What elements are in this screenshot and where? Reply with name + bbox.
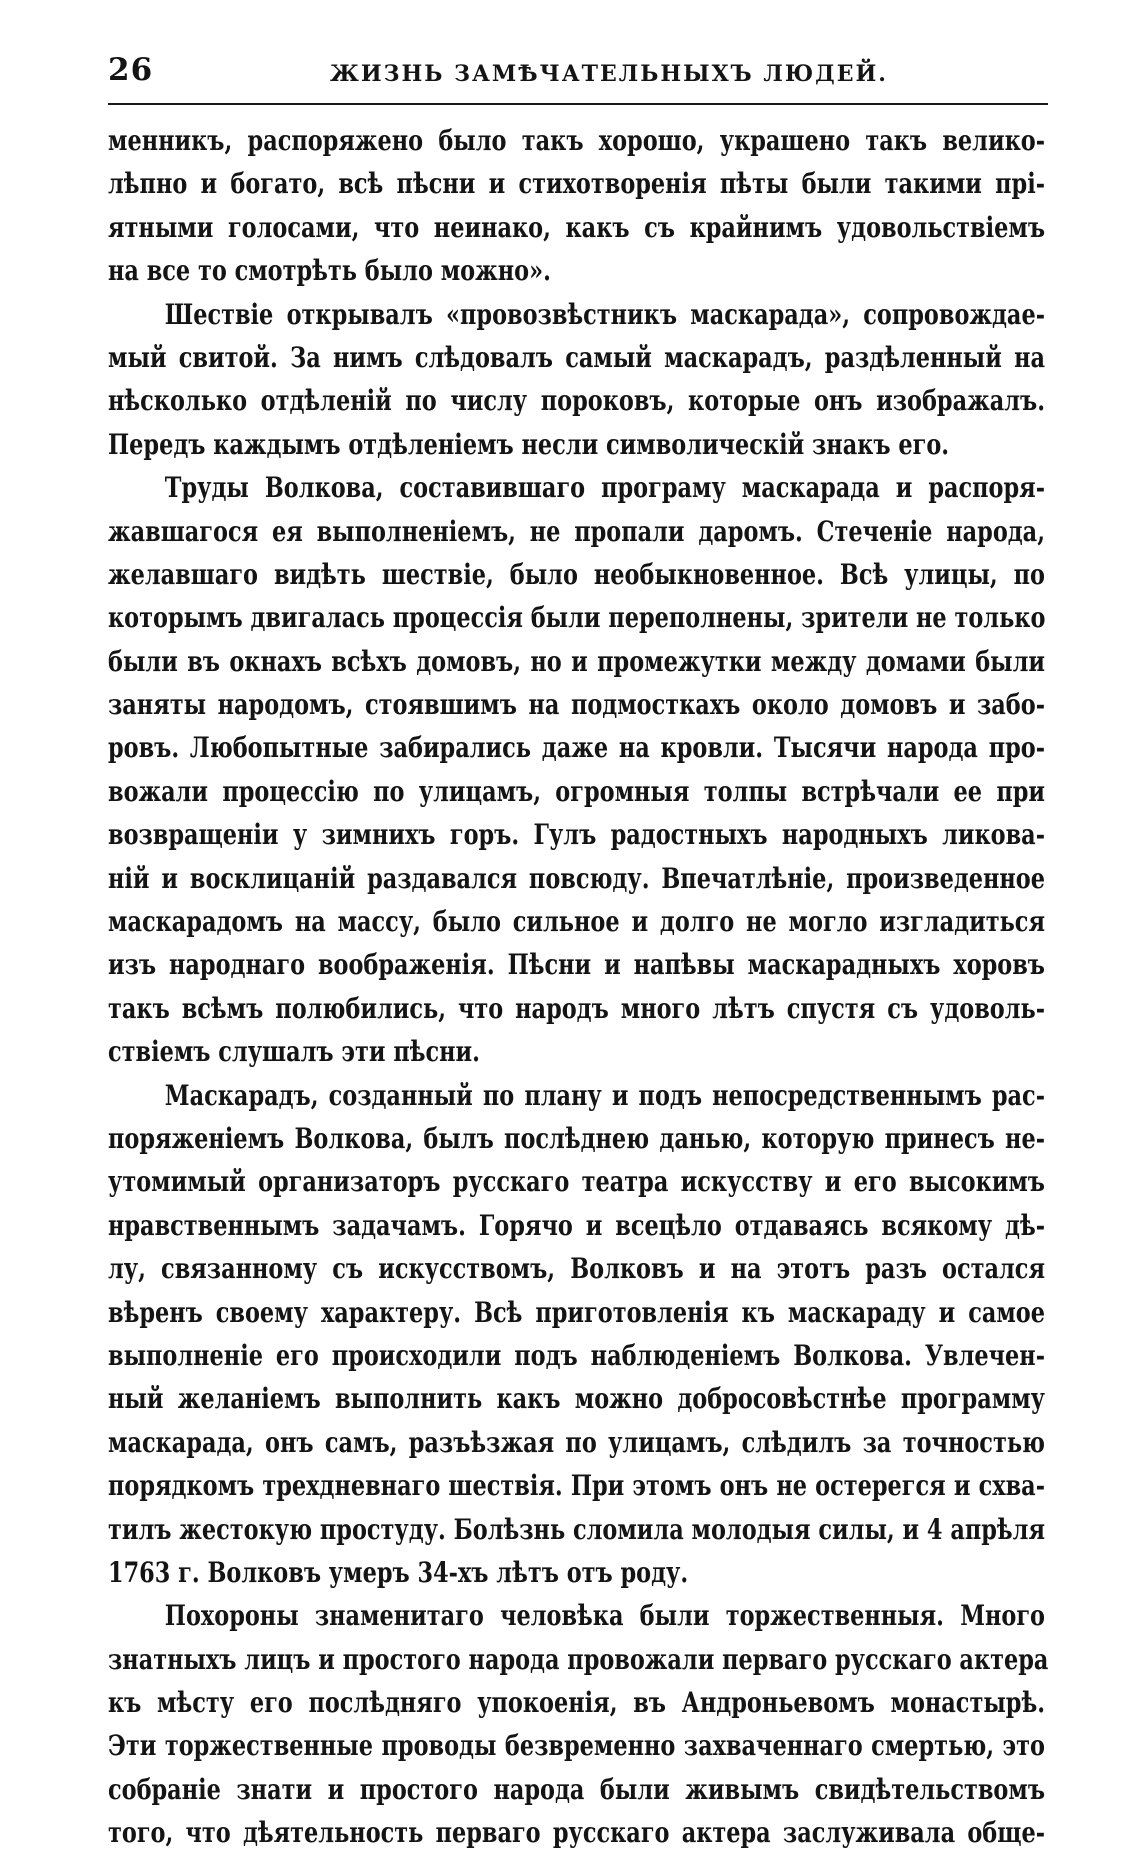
text-line: 1763 г. Волковъ умеръ 34-хъ лѣтъ отъ роду. xyxy=(108,1555,689,1589)
page-header xyxy=(108,52,1048,102)
text-line: собраніе знати и простого народа были живымъ свидѣтельствомъ xyxy=(108,1772,1045,1806)
body-text xyxy=(108,119,1049,1850)
text-line: тилъ жестокую простуду. Болѣзнь сломила молодыя силы, и 4 апрѣля xyxy=(108,1512,1045,1546)
text-line: нѣсколько отдѣленій по числу пороковъ, которые онъ изображалъ. xyxy=(108,384,1045,418)
text-line: Передъ каждымъ отдѣленіемъ несли символическій знакъ его. xyxy=(108,427,950,461)
text-line: поряженіемъ Волкова, былъ послѣднею данью, которую принесъ не- xyxy=(108,1121,1045,1155)
text-line: Похороны знаменитаго человѣка были торжественныя. Много xyxy=(164,1599,1046,1633)
text-line: ный желаніемъ выполнить какъ можно добросовѣстнѣе программу xyxy=(108,1382,1045,1416)
text-line: были въ окнахъ всѣхъ домовъ, но и промежутки между домами были xyxy=(108,644,1045,678)
text-line: лу, связанному съ искусствомъ, Волковъ и на этотъ разъ остался xyxy=(108,1252,1045,1286)
text-line: ровъ. Любопытные забирались даже на кровли. Тысячи народа про- xyxy=(108,731,1045,765)
text-line: Шествіе открывалъ «провозвѣстникъ маскарада», сопровождае- xyxy=(164,297,1046,331)
page-number: 26 xyxy=(108,52,154,88)
text-line: Эти торжественные проводы безвременно захваченнаго смертью, это xyxy=(108,1729,1045,1763)
text-line: ствіемъ слушалъ эти пѣсни. xyxy=(108,1035,480,1069)
text-line: ній и восклицаній раздавался повсюду. Впечатлѣніе, произведенное xyxy=(108,861,1045,895)
text-line: порядкомъ трехдневнаго шествія. При этомъ онъ не остерегся и схва- xyxy=(108,1469,1045,1503)
running-title: ЖИЗНЬ ЗАМѢЧАТЕЛЬНЫХЪ ЛЮДЕЙ. xyxy=(330,61,888,87)
text-line: которымъ двигалась процессія были переполнены, зрители не только xyxy=(108,601,1046,635)
text-line: на все то смотрѣть было можно». xyxy=(108,254,551,288)
text-line: маскарада, онъ самъ, разъѣзжая по улицамъ, слѣдилъ за точностью xyxy=(108,1425,1045,1459)
text-line: нравственнымъ задачамъ. Горячо и всецѣло отдаваясь всякому дѣ- xyxy=(108,1208,1045,1242)
text-line: вожали процессію по улицамъ, огромныя толпы встрѣчали ее при xyxy=(108,774,1045,808)
text-line: лѣпно и богато, всѣ пѣсни и стихотворенія пѣты были такими прі- xyxy=(108,167,1045,201)
text-line: выполненіе его происходили подъ наблюденіемъ Волкова. Увлечен- xyxy=(108,1338,1045,1372)
text-line: къ мѣсту его послѣдняго упокоенія, въ Андроньевомъ монастырѣ. xyxy=(108,1686,1045,1720)
text-line: возвращеніи у зимнихъ горъ. Гулъ радостныхъ народныхъ ликова- xyxy=(108,818,1045,852)
text-line: ятными голосами, что неинако, какъ съ крайнимъ удовольствіемъ xyxy=(108,210,1045,244)
header-rule xyxy=(108,103,1048,105)
text-line: такъ всѣмъ полюбились, что народъ много лѣтъ спустя съ удоволь- xyxy=(108,991,1045,1025)
text-line: утомимый организаторъ русскаго театра искусству и его высокимъ xyxy=(108,1165,1045,1199)
text-line: изъ народнаго воображенія. Пѣсни и напѣвы маскарадныхъ хоровъ xyxy=(108,948,1045,982)
text-line: знатныхъ лицъ и простого народа провожали перваго русскаго актера xyxy=(108,1642,1049,1676)
text-line: менникъ, распоряжено было такъ хорошо, украшено такъ велико- xyxy=(108,124,1045,157)
text-line: того, что дѣятельность перваго русскаго актера заслуживала обще- xyxy=(108,1816,1045,1850)
text-line: мый свитой. За нимъ слѣдовалъ самый маскарадъ, раздѣленный на xyxy=(108,340,1045,374)
text-line: маскарадомъ на массу, было сильное и долго не могло изгладиться xyxy=(108,905,1045,939)
text-line: Труды Волкова, составившаго програму маскарада и распоря- xyxy=(164,471,1046,505)
text-line: Маскарадъ, созданный по плану и подъ непосредственнымъ рас- xyxy=(164,1078,1046,1112)
text-line: вѣренъ своему характеру. Всѣ приготовленія къ маскараду и самое xyxy=(108,1295,1045,1329)
text-line: желавшаго видѣть шествіе, было необыкновенное. Всѣ улицы, по xyxy=(108,557,1045,591)
text-line: заняты народомъ, стоявшимъ на подмосткахъ около домовъ и забо- xyxy=(108,688,1045,722)
text-line: жавшагося ея выполненіемъ, не пропали даромъ. Стеченіе народа, xyxy=(108,514,1045,548)
